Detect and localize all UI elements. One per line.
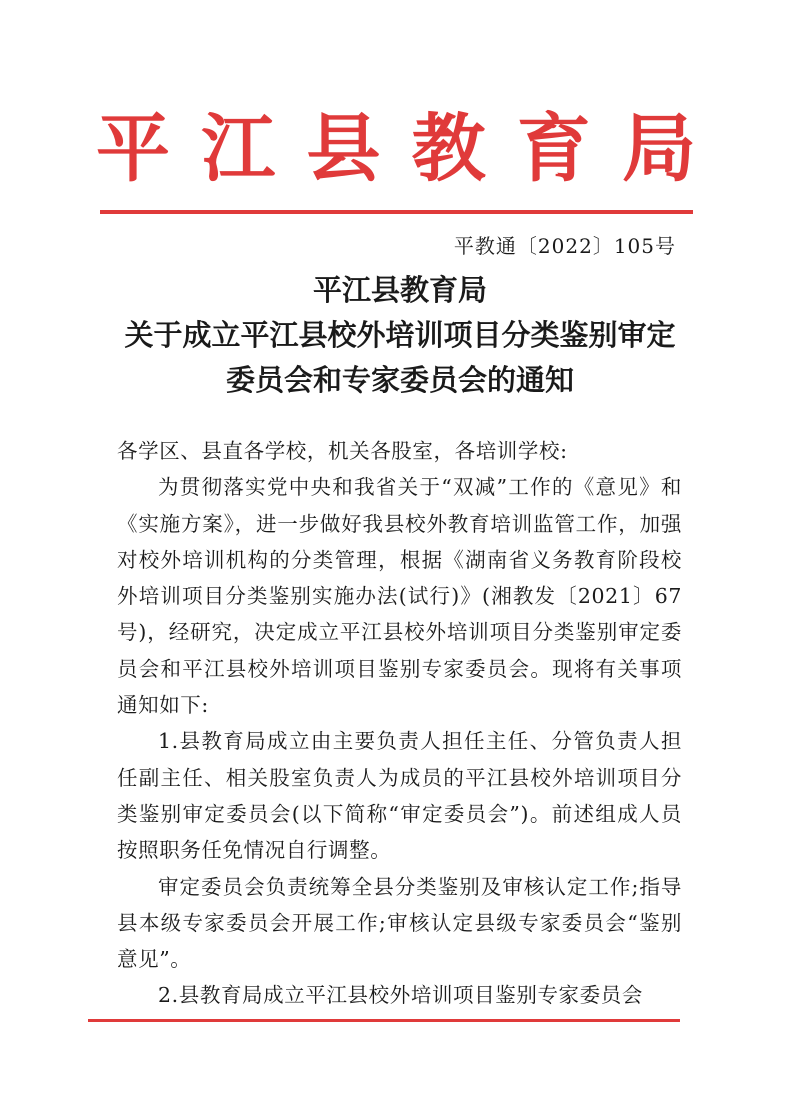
agency-header-char: 局 xyxy=(621,106,696,192)
body-paragraph: 审定委员会负责统筹全县分类鉴别及审核认定工作;指导县本级专家委员会开展工作;审核认定县级专家委员会“鉴别意见”。 xyxy=(117,874,682,972)
document-title xyxy=(80,268,720,403)
body-paragraph: 1.县教育局成立由主要负责人担任主任、分管负责人担任副主任、相关股室负责人为成员的平江县校外培训项目分类鉴别审定委员会(以下简称“审定委员会”)。前述组成人员按照职务任免情况自行调整。 xyxy=(117,729,682,863)
agency-header xyxy=(96,104,696,194)
document-number: 平教通〔2022〕105号 xyxy=(453,234,676,258)
title-line-2: 关于成立平江县校外培训项目分类鉴别审定 xyxy=(124,318,676,352)
agency-header-char: 教 xyxy=(411,106,486,192)
salutation: 各学区、县直各学校，机关各股室，各培训学校: xyxy=(117,439,568,463)
body-paragraph: 为贯彻落实党中央和我省关于“双减”工作的《意见》和《实施方案》，进一步做好我县校外教育培训监管工作，加强对校外培训机构的分类管理，根据《湖南省义务教育阶段校外培训项目分类鉴别实施办法(试行)》(湘教发〔2021〕67号)，经研究，决定成立平江县校外培训项目分类鉴别审定委员会和平江县校外培训项目鉴别专家委员会。现将有关事项通知如下: xyxy=(117,475,682,718)
title-line-3: 委员会和专家委员会的通知 xyxy=(225,363,574,397)
document-body xyxy=(117,433,682,1014)
footer-divider xyxy=(88,1019,680,1022)
header-divider xyxy=(100,210,693,214)
agency-header-char: 县 xyxy=(306,106,381,192)
title-line-1: 平江县教育局 xyxy=(312,273,487,307)
body-paragraph: 2.县教育局成立平江县校外培训项目鉴别专家委员会 xyxy=(158,983,643,1008)
agency-header-char: 江 xyxy=(201,106,276,192)
agency-header-char: 育 xyxy=(516,106,591,192)
agency-header-char: 平 xyxy=(96,106,170,192)
